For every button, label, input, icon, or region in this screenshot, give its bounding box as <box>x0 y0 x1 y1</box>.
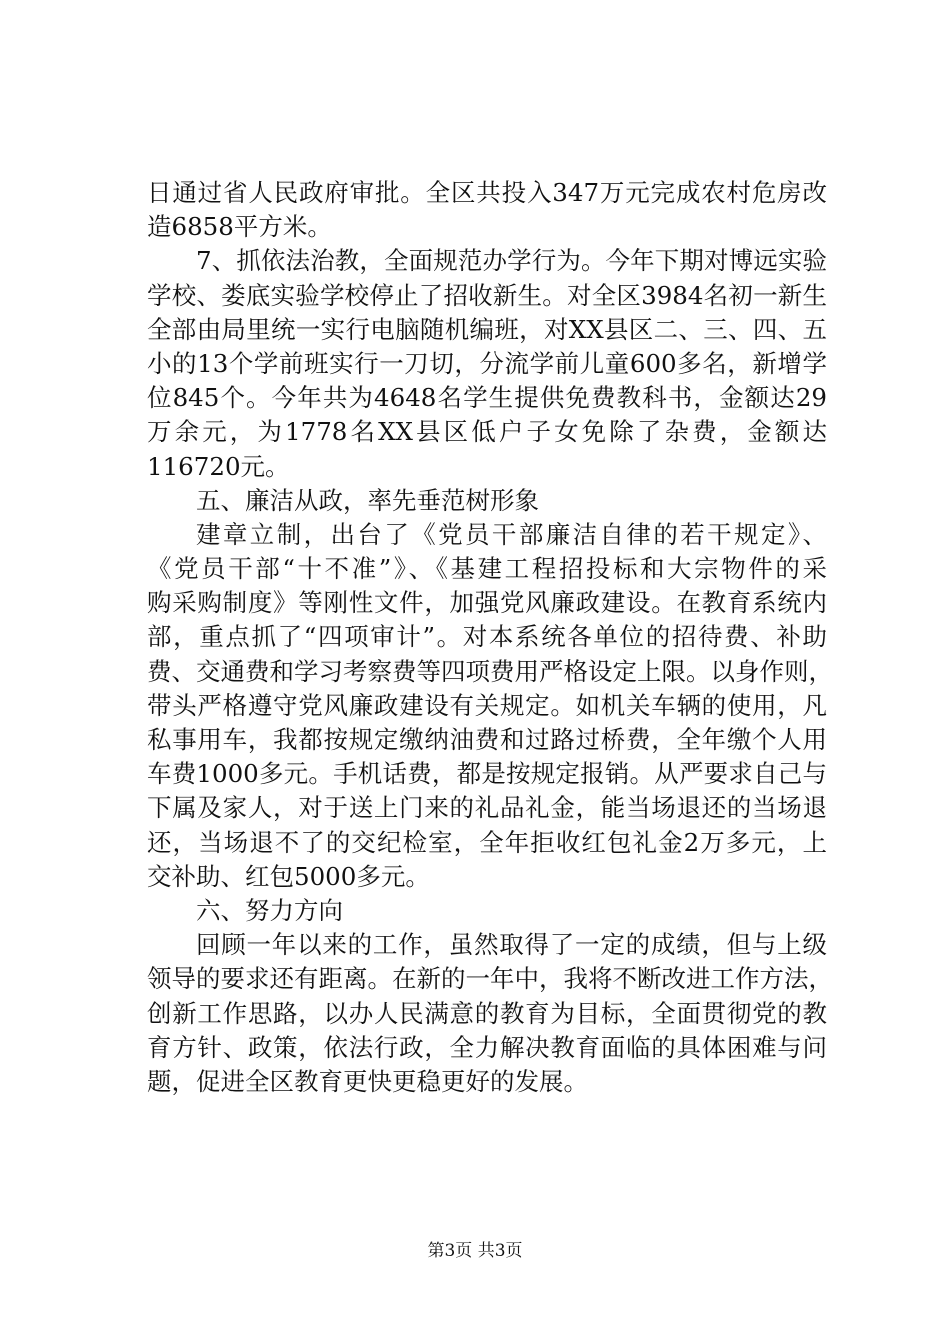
paragraph <box>147 244 827 483</box>
text-line: 7、抓依法治教，全面规范办学行为。今年下期对博远实验 <box>196 246 827 276</box>
text-line: 带头严格遵守党风廉政建设有关规定。如机关车辆的使用，凡 <box>147 690 827 720</box>
text-line: 建章立制，出台了《党员干部廉洁自律的若干规定》、 <box>196 519 827 549</box>
text-line: 费、交通费和学习考察费等四项费用严格设定上限。以身作则， <box>147 656 833 686</box>
text-line: 部，重点抓了“四项审计”。对本系统各单位的招待费、补助 <box>147 622 827 652</box>
text-line: 造6858平方米。 <box>147 212 332 242</box>
text-line: 学校、娄底实验学校停止了招收新生。对全区3984名初一新生 <box>147 280 827 310</box>
section-heading <box>147 484 827 518</box>
text-line: 育方针、政策，依法行政，全力解决教育面临的具体困难与问 <box>147 1032 827 1062</box>
paragraph <box>147 928 833 1099</box>
text-line: 回顾一年以来的工作，虽然取得了一定的成绩，但与上级 <box>196 930 827 960</box>
text-line: 《党员干部“十不准”》、《基建工程招投标和大宗物件的采 <box>147 554 827 584</box>
text-line: 六、努力方向 <box>196 895 343 925</box>
text-line: 私事用车，我都按规定缴纳油费和过路过桥费，全年缴个人用 <box>147 725 827 754</box>
text-line: 小的13个学前班实行一刀切，分流学前儿童600多名，新增学 <box>147 348 827 378</box>
text-line: 创新工作思路，以办人民满意的教育为目标，全面贯彻党的教 <box>147 998 827 1028</box>
text-line: 全部由局里统一实行电脑随机编班，对XX县区二、三、四、五 <box>147 314 827 344</box>
paragraph <box>147 518 833 894</box>
text-line: 五、廉洁从政，率先垂范树形象 <box>196 485 539 515</box>
text-line: 万余元，为1778名XX县区低户子女免除了杂费，金额达 <box>147 417 827 447</box>
text-line: 位845个。今年共为4648名学生提供免费教科书，金额达29 <box>147 383 827 413</box>
text-line: 还，当场退不了的交纪检室，全年拒收红包礼金2万多元，上 <box>147 827 827 857</box>
text-line: 车费1000多元。手机话费，都是按规定报销。从严要求自己与 <box>147 759 827 789</box>
text-line: 题，促进全区教育更快更稳更好的发展。 <box>147 1066 588 1096</box>
paragraph <box>147 176 827 244</box>
page-number-footer: 第3页 共3页 <box>427 1241 523 1261</box>
text-line: 116720元。 <box>147 451 290 481</box>
text-line: 领导的要求还有距离。在新的一年中，我将不断改进工作方法， <box>147 964 833 994</box>
text-line: 日通过省人民政府审批。全区共投入347万元完成农村危房改 <box>147 178 827 207</box>
document-body <box>147 176 833 1099</box>
text-line: 下属及家人，对于送上门来的礼品礼金，能当场退还的当场退 <box>147 793 827 823</box>
text-line: 购采购制度》等刚性文件，加强党风廉政建设。在教育系统内 <box>147 588 827 618</box>
text-line: 交补助、红包5000多元。 <box>147 861 430 891</box>
section-heading <box>147 894 827 928</box>
